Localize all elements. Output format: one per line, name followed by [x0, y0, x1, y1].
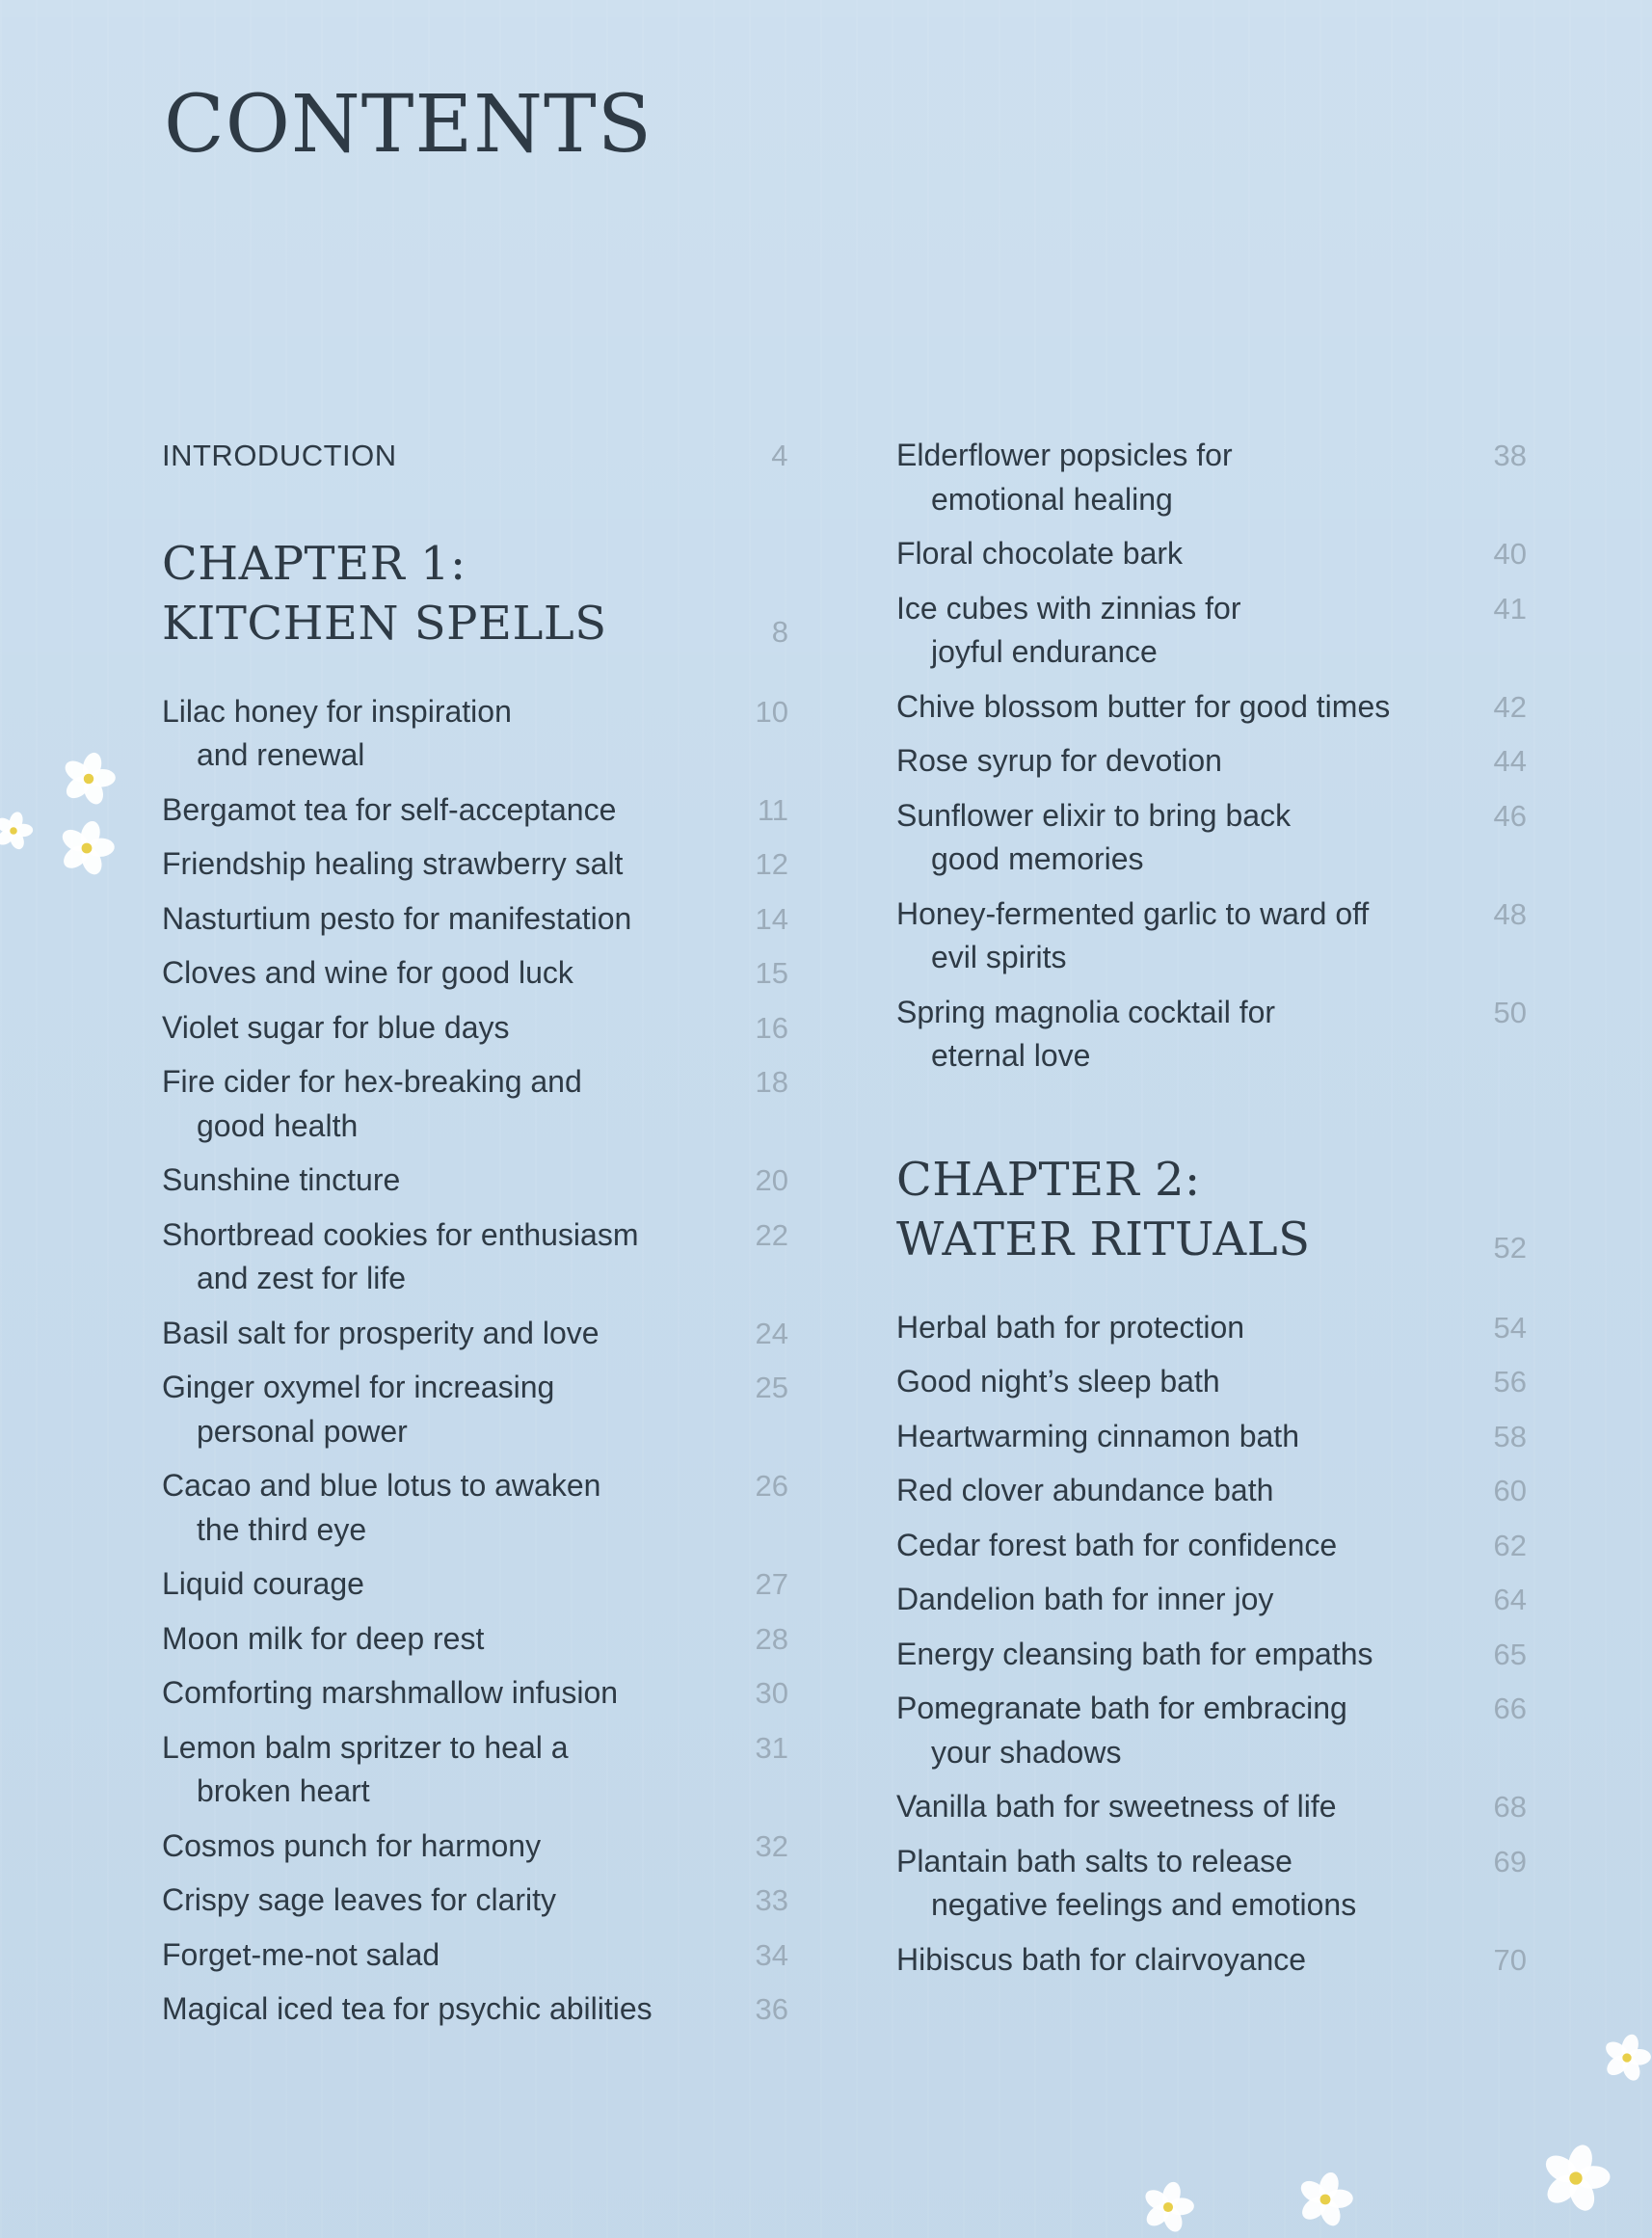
page-number: 46 — [1493, 798, 1527, 833]
chapter-1-entry-list-continued — [896, 434, 1527, 1079]
page-number: 12 — [755, 847, 788, 881]
toc-entry[interactable] — [896, 1938, 1527, 1983]
page-number: 24 — [755, 1316, 788, 1350]
toc-entry[interactable] — [162, 1562, 788, 1607]
page-number: 60 — [1493, 1474, 1527, 1507]
page-number: 40 — [1493, 537, 1527, 571]
entry-title: Basil salt for prosperity and love — [162, 1315, 600, 1350]
entry-title: Friendship healing strawberry salt — [162, 846, 624, 881]
toc-entry[interactable] — [162, 1825, 788, 1869]
entry-title: Floral chocolate bark — [896, 536, 1184, 571]
toc-entry[interactable] — [896, 794, 1527, 882]
entry-title-continuation: negative feelings and emotions — [931, 1887, 1357, 1922]
toc-entry[interactable] — [896, 1524, 1527, 1568]
page-number: 66 — [1493, 1692, 1527, 1725]
page-number: 33 — [755, 1883, 788, 1917]
page-number: 10 — [755, 694, 788, 729]
entry-title: Energy cleansing bath for empaths — [896, 1636, 1373, 1671]
entry-title: Moon milk for deep rest — [162, 1620, 485, 1656]
entry-title: Vanilla bath for sweetness of life — [896, 1789, 1337, 1824]
toc-entry[interactable] — [896, 1785, 1527, 1829]
flower-icon — [1540, 2143, 1612, 2214]
toc-entry[interactable] — [896, 893, 1527, 980]
toc-entry[interactable] — [162, 951, 788, 996]
toc-entry[interactable] — [162, 1933, 788, 1978]
page-number: 14 — [755, 901, 788, 936]
entry-title-continuation: and renewal — [197, 737, 365, 772]
page-number: 27 — [755, 1567, 788, 1601]
chapter-heading-water-rituals[interactable] — [896, 1150, 1527, 1269]
toc-entry[interactable] — [162, 788, 788, 833]
flower-icon — [61, 751, 117, 807]
chapter-number: CHAPTER 1: — [162, 536, 466, 591]
page-number: 65 — [1493, 1637, 1527, 1671]
toc-entry[interactable] — [162, 1617, 788, 1662]
page-number: 18 — [755, 1065, 788, 1099]
entry-title-continuation: evil spirits — [931, 940, 1067, 974]
entry-title: Heartwarming cinnamon bath — [896, 1418, 1299, 1453]
chapter-title: KITCHEN SPELLS — [162, 596, 607, 651]
page-number: 41 — [1493, 591, 1527, 626]
toc-entry[interactable] — [162, 1366, 788, 1453]
entry-title: Sunflower elixir to bring back — [896, 797, 1292, 833]
page-number: 62 — [1493, 1528, 1527, 1562]
page-number: 4 — [771, 439, 788, 472]
toc-entry[interactable] — [896, 1633, 1527, 1677]
toc-entry[interactable] — [896, 991, 1527, 1079]
entry-title: Plantain bath salts to release — [896, 1843, 1292, 1878]
introduction-label: INTRODUCTION — [162, 439, 397, 472]
flower-icon — [0, 811, 34, 851]
entry-title-continuation: and zest for life — [197, 1261, 406, 1295]
page-number: 16 — [755, 1010, 788, 1045]
toc-entry[interactable] — [162, 1312, 788, 1356]
entry-title: Lemon balm spritzer to heal a — [162, 1729, 569, 1765]
entry-title: Fire cider for hex-breaking and — [162, 1064, 582, 1099]
entry-title: Good night’s sleep bath — [896, 1364, 1220, 1399]
chapter-title: WATER RITUALS — [896, 1212, 1311, 1266]
entry-title-continuation: good health — [197, 1107, 359, 1143]
toc-entry[interactable] — [162, 1159, 788, 1203]
page-number: 31 — [755, 1730, 788, 1765]
introduction-entry[interactable] — [162, 434, 788, 478]
entry-title: Chive blossom butter for good times — [896, 688, 1391, 724]
entry-title: Spring magnolia cocktail for — [896, 994, 1276, 1029]
toc-entry[interactable] — [896, 739, 1527, 784]
entry-title: Comforting marshmallow infusion — [162, 1675, 619, 1710]
toc-entry[interactable] — [162, 1464, 788, 1552]
toc-entry[interactable] — [162, 897, 788, 942]
entry-title: Bergamot tea for self-acceptance — [162, 791, 617, 827]
toc-entry[interactable] — [896, 532, 1527, 576]
entry-title-continuation: broken heart — [197, 1773, 370, 1808]
page-number: 56 — [1493, 1365, 1527, 1399]
toc-entry[interactable] — [896, 685, 1527, 730]
toc-entry[interactable] — [896, 1415, 1527, 1459]
page-number: 22 — [755, 1217, 788, 1252]
page-number: 70 — [1493, 1942, 1527, 1977]
page-number: 44 — [1493, 744, 1527, 778]
entry-title: Lilac honey for inspiration — [162, 693, 512, 729]
entry-title: Nasturtium pesto for manifestation — [162, 900, 632, 936]
entry-title-continuation: emotional healing — [931, 481, 1173, 517]
entry-title: Cedar forest bath for confidence — [896, 1527, 1338, 1562]
entry-title: Herbal bath for protection — [896, 1309, 1245, 1345]
entry-title: Pomegranate bath for embracing — [896, 1691, 1347, 1725]
entry-title: Red clover abundance bath — [896, 1473, 1274, 1507]
toc-entry[interactable] — [162, 1987, 788, 2032]
toc-entry[interactable] — [162, 1060, 788, 1148]
page-number: 36 — [755, 1992, 788, 2026]
entry-title: Liquid courage — [162, 1566, 364, 1601]
toc-entry[interactable] — [162, 1878, 788, 1923]
page-number: 32 — [755, 1828, 788, 1863]
entry-title-continuation: the third eye — [197, 1511, 367, 1547]
toc-entry[interactable] — [162, 1671, 788, 1716]
page-number: 58 — [1493, 1419, 1527, 1453]
toc-entry[interactable] — [896, 587, 1527, 675]
page-number: 25 — [755, 1371, 788, 1404]
contents-left-column — [162, 434, 788, 2042]
entry-title-continuation: personal power — [197, 1413, 408, 1449]
page-number: 30 — [755, 1676, 788, 1710]
entry-title: Ice cubes with zinnias for — [896, 590, 1241, 626]
flower-icon — [1602, 2033, 1652, 2083]
toc-entry[interactable] — [162, 690, 788, 778]
page-number: 34 — [755, 1937, 788, 1972]
entry-title: Cosmos punch for harmony — [162, 1827, 542, 1863]
flower-icon — [1141, 2180, 1195, 2234]
page-number: 8 — [771, 614, 788, 649]
entry-title: Rose syrup for devotion — [896, 743, 1222, 778]
entry-title: Magical iced tea for psychic abilities — [162, 1991, 653, 2026]
toc-entry[interactable] — [896, 1687, 1527, 1774]
page-number: 50 — [1493, 995, 1527, 1029]
page-number: 20 — [755, 1163, 788, 1197]
page-number: 28 — [755, 1621, 788, 1656]
toc-entry[interactable] — [162, 1213, 788, 1301]
toc-entry[interactable] — [162, 1006, 788, 1051]
toc-entry[interactable] — [896, 434, 1527, 521]
entry-title: Elderflower popsicles for — [896, 438, 1233, 472]
chapter-heading-kitchen-spells[interactable] — [162, 534, 788, 653]
entry-title: Cacao and blue lotus to awaken — [162, 1468, 601, 1503]
page-number: 38 — [1493, 439, 1527, 472]
page-number: 54 — [1493, 1310, 1527, 1345]
chapter-1-entry-list — [162, 690, 788, 2032]
entry-title-continuation: good memories — [931, 841, 1144, 876]
entry-title: Crispy sage leaves for clarity — [162, 1882, 557, 1917]
entry-title: Violet sugar for blue days — [162, 1009, 510, 1045]
entry-title: Forget-me-not salad — [162, 1936, 440, 1972]
toc-entry[interactable] — [896, 1840, 1527, 1928]
entry-title: Dandelion bath for inner joy — [896, 1582, 1274, 1616]
page-number: 48 — [1493, 896, 1527, 931]
page-number: 42 — [1493, 689, 1527, 724]
page-number: 68 — [1493, 1790, 1527, 1824]
entry-title: Sunshine tincture — [162, 1162, 401, 1197]
page-title: CONTENTS — [164, 79, 653, 171]
toc-entry[interactable] — [162, 1726, 788, 1814]
entry-title-continuation: your shadows — [931, 1734, 1122, 1770]
page-number: 11 — [757, 792, 788, 827]
entry-title: Cloves and wine for good luck — [162, 955, 573, 990]
page-number: 64 — [1493, 1583, 1527, 1616]
page-number: 52 — [1493, 1230, 1527, 1265]
chapter-2-entry-list — [896, 1306, 1527, 1983]
flower-icon — [1296, 2171, 1354, 2228]
entry-title-continuation: eternal love — [931, 1038, 1091, 1073]
entry-title: Ginger oxymel for increasing — [162, 1370, 555, 1404]
chapter-number: CHAPTER 2: — [896, 1152, 1201, 1207]
entry-title-continuation: joyful endurance — [931, 634, 1158, 669]
flower-icon — [58, 819, 116, 877]
toc-entry[interactable] — [896, 1360, 1527, 1404]
toc-entry[interactable] — [896, 1469, 1527, 1513]
contents-right-column — [896, 434, 1527, 1992]
entry-title: Shortbread cookies for enthusiasm — [162, 1216, 639, 1252]
toc-entry[interactable] — [896, 1306, 1527, 1350]
entry-title: Honey-fermented garlic to ward off — [896, 895, 1370, 931]
page-number: 26 — [755, 1469, 788, 1503]
page-number: 15 — [755, 956, 788, 990]
page-number: 69 — [1493, 1844, 1527, 1878]
entry-title: Hibiscus bath for clairvoyance — [896, 1941, 1307, 1977]
toc-entry[interactable] — [162, 842, 788, 887]
toc-entry[interactable] — [896, 1578, 1527, 1622]
